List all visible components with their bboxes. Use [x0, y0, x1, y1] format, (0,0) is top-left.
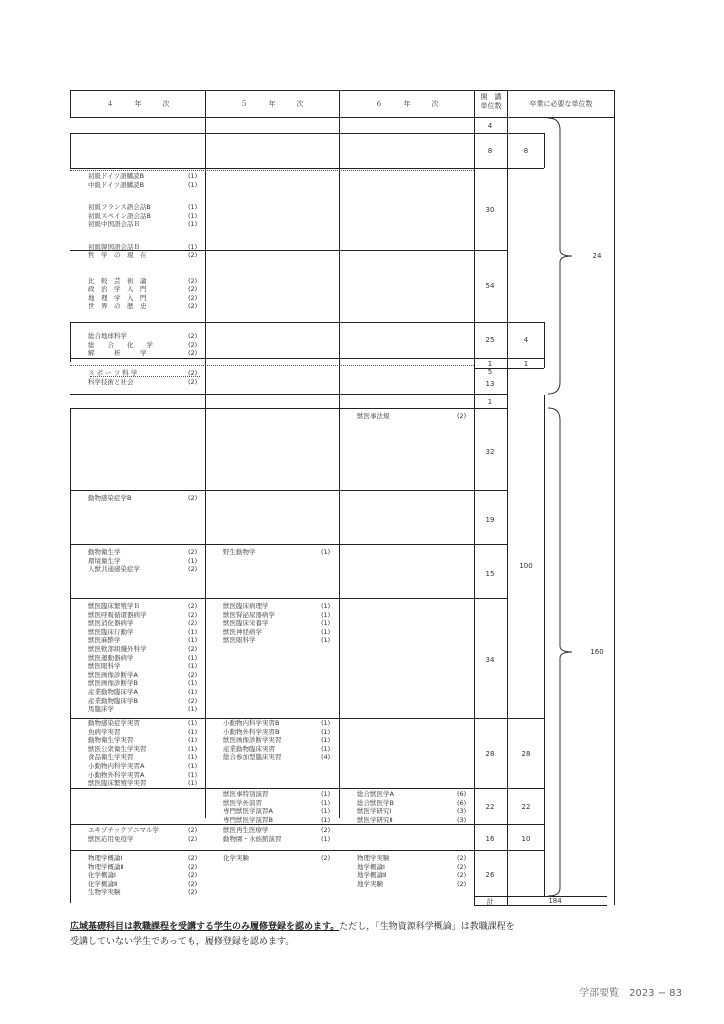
units-open-value: 5 [487, 368, 493, 376]
course-name: 初級韓国語会話Ｂ [88, 242, 140, 251]
course-row [357, 871, 467, 880]
course-name: 獣医画像診断学A [88, 670, 138, 679]
course-list-y5-exotic [223, 826, 331, 843]
course-name: 獣医画像診断学実習 [223, 736, 282, 745]
course-row [88, 736, 198, 745]
course-list-y6-special [357, 790, 467, 824]
course-row [357, 854, 467, 863]
course-credits: (1) [321, 627, 331, 636]
group-total: 100 [519, 562, 533, 570]
course-row [88, 494, 198, 503]
units-open-value: 16 [485, 835, 495, 843]
course-credits: (1) [188, 662, 198, 671]
course-name: 化学概論Ⅰ [88, 871, 116, 880]
course-credits: (1) [188, 779, 198, 788]
course-credits: (1) [321, 719, 331, 727]
course-credits: (1) [188, 203, 198, 212]
course-name: 獣医事法規 [357, 412, 390, 420]
course-credits: (3) [457, 807, 467, 816]
course-row [88, 770, 198, 780]
course-name: 人獣共通感染症学 [88, 565, 140, 574]
course-row [88, 636, 198, 645]
course-name: 科学技術と社会 [88, 377, 134, 386]
course-row [88, 369, 198, 378]
course-credits: (1) [188, 242, 198, 251]
course-list-y4-exotic [88, 826, 198, 843]
course-row [357, 790, 467, 799]
group-total: 24 [592, 252, 602, 260]
course-list-science [88, 332, 198, 358]
course-name: 産業動物臨床学B [88, 696, 138, 705]
course-credits: (2) [457, 871, 467, 880]
header-units-open: 開 講 単位数 [480, 93, 502, 110]
course-credits: (2) [188, 610, 198, 619]
note-line2: 受講していない学生であっても，履修登録を認めます。 [70, 937, 295, 947]
course-row [88, 679, 198, 688]
course-name: 食品衛生学実習 [88, 753, 134, 762]
course-credits: (1) [188, 211, 198, 220]
group-total: 160 [590, 648, 604, 656]
note-emphasis: 広域基礎科目は教職課程を受講する学生のみ履修登録を認めます。 [70, 922, 340, 932]
course-row [88, 565, 198, 574]
course-credits: (1) [188, 627, 198, 636]
course-credits: (3) [457, 815, 467, 824]
course-name: 環境衛生学 [88, 556, 121, 565]
course-credits: (1) [188, 736, 198, 745]
course-credits: (2) [188, 565, 198, 574]
course-credits: (2) [188, 644, 198, 653]
course-name: 動物感染症学B [88, 494, 132, 502]
course-credits: (2) [457, 854, 467, 862]
course-name: 専門獣医学演習A [223, 807, 273, 816]
course-name: 獣医眼科学 [88, 662, 121, 671]
course-name: 生物学実験 [88, 888, 121, 897]
course-name: ス ポ ー ツ 科 学 [88, 369, 138, 377]
course-credits: (1) [188, 172, 198, 180]
course-credits: (2) [188, 302, 198, 311]
course-credits: (2) [188, 548, 198, 556]
course-credits: (2) [188, 670, 198, 679]
course-name: 総合参加型臨床実習 [223, 753, 282, 762]
course-row [88, 548, 198, 557]
course-list-liberal [88, 251, 198, 311]
note [70, 920, 515, 950]
course-credits: (1) [321, 815, 331, 824]
course-credits: (2) [321, 826, 331, 834]
course-row [223, 753, 331, 762]
course-name: 哲 学 の 現 在 [88, 251, 147, 259]
course-credits: (1) [188, 679, 198, 688]
header-year5: ５ 年 次 [240, 100, 304, 108]
course-credits: (1) [188, 636, 198, 645]
course-row [88, 332, 198, 341]
course-credits: (1) [321, 798, 331, 807]
course-credits: (1) [321, 727, 331, 736]
course-row [357, 815, 467, 825]
course-name: 獣医臨床行動学 [88, 627, 134, 636]
course-list-y4-health [88, 548, 198, 574]
course-row [223, 619, 331, 628]
course-row [223, 834, 331, 844]
course-credits: (2) [188, 879, 198, 888]
units-open-value: 19 [485, 516, 495, 524]
course-credits: (2) [188, 826, 198, 834]
course-credits: (2) [188, 619, 198, 628]
course-credits: (1) [188, 653, 198, 662]
course-name: 動物園・水族館演習 [223, 834, 282, 843]
course-name: 総合獣医学B [357, 798, 394, 807]
course-list-y6-basic [357, 854, 467, 888]
course-name: 初級中国語会話Ｂ [88, 220, 140, 229]
course-row [223, 719, 331, 728]
header-year4: ４ 年 次 [106, 100, 170, 108]
course-name: 獣医臨床繁殖学実習 [88, 779, 147, 788]
course-list-lang [88, 172, 198, 252]
page-footer: 学部要覧 2023 − 83 [579, 988, 682, 999]
course-name: 獣医画像診断学B [88, 679, 138, 688]
course-list-y5-special [223, 790, 331, 824]
course-credits: (1) [321, 807, 331, 816]
header-grad-units: 卒業に必要な単位数 [529, 100, 593, 108]
course-name: 動物感染症学実習 [88, 719, 140, 727]
course-credits: (1) [321, 602, 331, 610]
course-row [223, 602, 331, 611]
course-name: 獣医臨床病理学 [223, 602, 269, 610]
course-credits: (1) [321, 744, 331, 753]
course-row [88, 687, 198, 697]
course-credits: (2) [188, 834, 198, 843]
course-row [88, 556, 198, 566]
units-open-value: 30 [485, 206, 495, 214]
course-credits: (2) [188, 293, 198, 302]
course-credits: (2) [188, 332, 198, 340]
units-open-value: 13 [485, 380, 495, 388]
course-credits: (2) [188, 276, 198, 285]
course-row [88, 251, 198, 260]
course-credits: (2) [457, 862, 467, 871]
course-name: 獣医学外演習 [223, 798, 262, 807]
course-name: 地学概論Ⅱ [357, 871, 387, 880]
course-row [88, 779, 198, 788]
course-credits: (2) [188, 494, 198, 502]
course-credits: (2) [188, 349, 198, 358]
course-row [88, 302, 198, 311]
grad-units-value: 22 [521, 803, 531, 811]
course-credits: (1) [188, 744, 198, 753]
course-row [88, 276, 198, 286]
course-name: 馬臨床学 [88, 705, 114, 714]
course-row [88, 753, 198, 762]
course-name: 獣医麻酔学 [88, 636, 121, 645]
course-credits: (2) [188, 340, 198, 349]
course-name: 獣医神経病学 [223, 627, 262, 636]
course-name: 物理学概論Ⅱ [88, 862, 124, 871]
course-name: 化学概論Ⅱ [88, 879, 118, 888]
grad-units-value: 28 [521, 750, 531, 758]
course-name: 総 合 化 学 [88, 340, 153, 349]
units-open-value: 8 [487, 147, 493, 155]
course-name: 中級ドイツ語購読B [88, 180, 145, 189]
units-open-value: 15 [485, 570, 495, 578]
course-credits: (2) [188, 696, 198, 705]
course-row [88, 285, 198, 294]
course-row [223, 548, 331, 557]
course-list-y6-law [357, 412, 467, 421]
course-row [223, 815, 331, 825]
units-open-value: 1 [487, 398, 493, 406]
course-row [223, 807, 331, 816]
course-name: 世 界 の 歴 史 [88, 302, 147, 311]
course-name: 小動物内科学実習A [88, 761, 145, 770]
grad-units-value: 10 [521, 835, 531, 843]
course-row [88, 602, 198, 611]
course-credits: (1) [188, 220, 198, 229]
course-credits: (2) [188, 854, 198, 862]
course-credits: (1) [321, 790, 331, 798]
course-name: 獣医臨床繁殖学Ｂ [88, 602, 140, 610]
course-name: 産業動物臨床学A [88, 687, 138, 696]
course-credits: (4) [321, 753, 331, 762]
course-name: 動物衛生学 [88, 548, 121, 556]
course-credits: (2) [188, 369, 198, 377]
course-credits: (6) [457, 798, 467, 807]
course-row [88, 854, 198, 863]
course-list-y5-practice [223, 719, 331, 762]
course-list-y5-clinical [223, 602, 331, 645]
course-row [88, 719, 198, 728]
course-row [223, 727, 331, 737]
course-credits: (1) [188, 761, 198, 770]
course-row [223, 610, 331, 620]
units-open-value: 28 [485, 750, 495, 758]
course-row [88, 340, 198, 350]
course-name: 初級スペイン語会話B [88, 211, 151, 220]
course-credits: (2) [188, 377, 198, 386]
course-row [88, 727, 198, 737]
course-row [88, 761, 198, 771]
course-credits: (1) [321, 610, 331, 619]
grad-units-value: 4 [523, 336, 529, 344]
course-name: 獣医学研究Ⅱ [357, 815, 393, 824]
course-name: 獣医臨床栄養学 [223, 619, 269, 628]
course-name: 獣医眼科学 [223, 636, 256, 645]
course-credits: (2) [457, 879, 467, 888]
note-line1-rest: ただし，「生物資源科学概論」は教職課程を [339, 922, 515, 932]
course-name: 小動物内科学実習B [223, 719, 280, 727]
course-credits: (1) [321, 619, 331, 628]
course-row [88, 180, 198, 190]
course-row [88, 220, 198, 229]
course-list-y4-basic [88, 854, 198, 897]
course-name: 獣医応用免疫学 [88, 834, 134, 843]
course-row [223, 736, 331, 745]
course-row [223, 636, 331, 645]
course-credits: (1) [321, 548, 331, 556]
course-name: 初級フランス語会話B [88, 203, 151, 212]
course-credits: (1) [188, 180, 198, 189]
course-name: 専門獣医学演習B [223, 815, 273, 824]
course-name: 動物衛生学実習 [88, 736, 134, 745]
units-open-value: 22 [485, 803, 495, 811]
course-name: 総合地球科学 [88, 332, 127, 340]
course-credits: (1) [321, 736, 331, 745]
course-row [88, 834, 198, 844]
course-row [88, 203, 198, 212]
course-name: 物理学実験 [357, 854, 390, 862]
course-name: 獣医学研究Ⅰ [357, 807, 392, 816]
course-credits: (2) [188, 888, 198, 897]
course-row [88, 377, 198, 387]
course-name: 魚病学実習 [88, 727, 121, 736]
course-credits: (1) [188, 687, 198, 696]
units-open-value: 1 [487, 360, 493, 368]
course-row [88, 862, 198, 872]
course-row [88, 888, 198, 897]
course-name: 獣医運動器病学 [88, 653, 134, 662]
course-credits: (1) [188, 770, 198, 779]
course-row [88, 705, 198, 714]
course-name: 獣医消化器病学 [88, 619, 134, 628]
course-credits: (2) [188, 602, 198, 610]
course-list-sports [88, 369, 198, 386]
course-list-y4-infect [88, 494, 198, 503]
course-row [88, 826, 198, 835]
grad-units-value: 1 [523, 360, 529, 368]
course-name: 化学実験 [223, 854, 249, 862]
course-credits: (1) [321, 636, 331, 645]
course-list-y4-practice [88, 719, 198, 788]
total-value: 184 [548, 897, 562, 905]
course-row [223, 798, 331, 808]
course-credits: (1) [188, 719, 198, 727]
course-row [357, 879, 467, 889]
course-name: 獣医軟部組織外科学 [88, 644, 147, 653]
course-row [88, 644, 198, 654]
course-credits: (2) [321, 854, 331, 862]
course-name: 獣医腎泌尿器病学 [223, 610, 275, 619]
course-name: 比 較 芸 術 論 [88, 276, 147, 285]
course-row [88, 619, 198, 628]
course-credits: (2) [188, 285, 198, 294]
course-row [357, 412, 467, 421]
course-name: 小動物外科学実習A [88, 770, 145, 779]
course-name: 解 析 学 [88, 349, 147, 358]
course-row [223, 826, 331, 835]
course-row [88, 662, 198, 671]
course-name: 野生動物学 [223, 548, 256, 556]
course-name: 物理学概論Ⅰ [88, 854, 123, 862]
units-open-value: 54 [485, 282, 495, 290]
grad-units-value: 8 [523, 147, 529, 155]
units-open-value: 25 [485, 336, 495, 344]
course-row [223, 854, 331, 863]
course-name: 地学実験 [357, 879, 383, 888]
course-name: 政 治 学 入 門 [88, 285, 147, 294]
header-year6: ６ 年 次 [375, 100, 439, 108]
course-credits: (1) [188, 727, 198, 736]
course-name: 獣医事特別演習 [223, 790, 269, 798]
course-name: 地学概論Ⅰ [357, 862, 385, 871]
course-credits: (1) [188, 556, 198, 565]
course-credits: (1) [321, 834, 331, 843]
course-row [88, 172, 198, 181]
course-credits: (2) [188, 871, 198, 880]
course-list-y5-wild [223, 548, 331, 557]
course-row [88, 349, 198, 358]
units-open-value: 32 [485, 448, 495, 456]
course-credits: (1) [188, 753, 198, 762]
course-credits: (2) [188, 251, 198, 259]
course-credits: (1) [188, 705, 198, 714]
course-name: 小動物外科学実習B [223, 727, 280, 736]
course-list-y5-basic [223, 854, 331, 863]
total-label: 計 [486, 898, 494, 906]
course-name: エキゾチックアニマル学 [88, 826, 159, 834]
course-row [357, 862, 467, 872]
course-name: 獣医呼吸循環器病学 [88, 610, 147, 619]
course-row [88, 871, 198, 880]
course-name: 初級ドイツ語購読B [88, 172, 145, 180]
course-list-y4-clinical [88, 602, 198, 714]
course-credits: (2) [457, 412, 467, 420]
course-row [357, 798, 467, 808]
course-credits: (2) [188, 862, 198, 871]
course-credits: (6) [457, 790, 467, 798]
course-name: 地 理 学 入 門 [88, 293, 147, 302]
course-row [223, 790, 331, 799]
course-name: 総合獣医学A [357, 790, 394, 798]
course-row [88, 610, 198, 620]
course-name: 獣医再生医療学 [223, 826, 269, 834]
units-open-value: 26 [485, 871, 495, 879]
course-row [357, 807, 467, 816]
course-row [88, 653, 198, 663]
units-open-value: 4 [487, 122, 493, 130]
course-name: 獣医公衆衛生学実習 [88, 744, 147, 753]
course-name: 産業動物臨床実習 [223, 744, 275, 753]
units-open-value: 34 [485, 656, 495, 664]
course-row [88, 696, 198, 706]
